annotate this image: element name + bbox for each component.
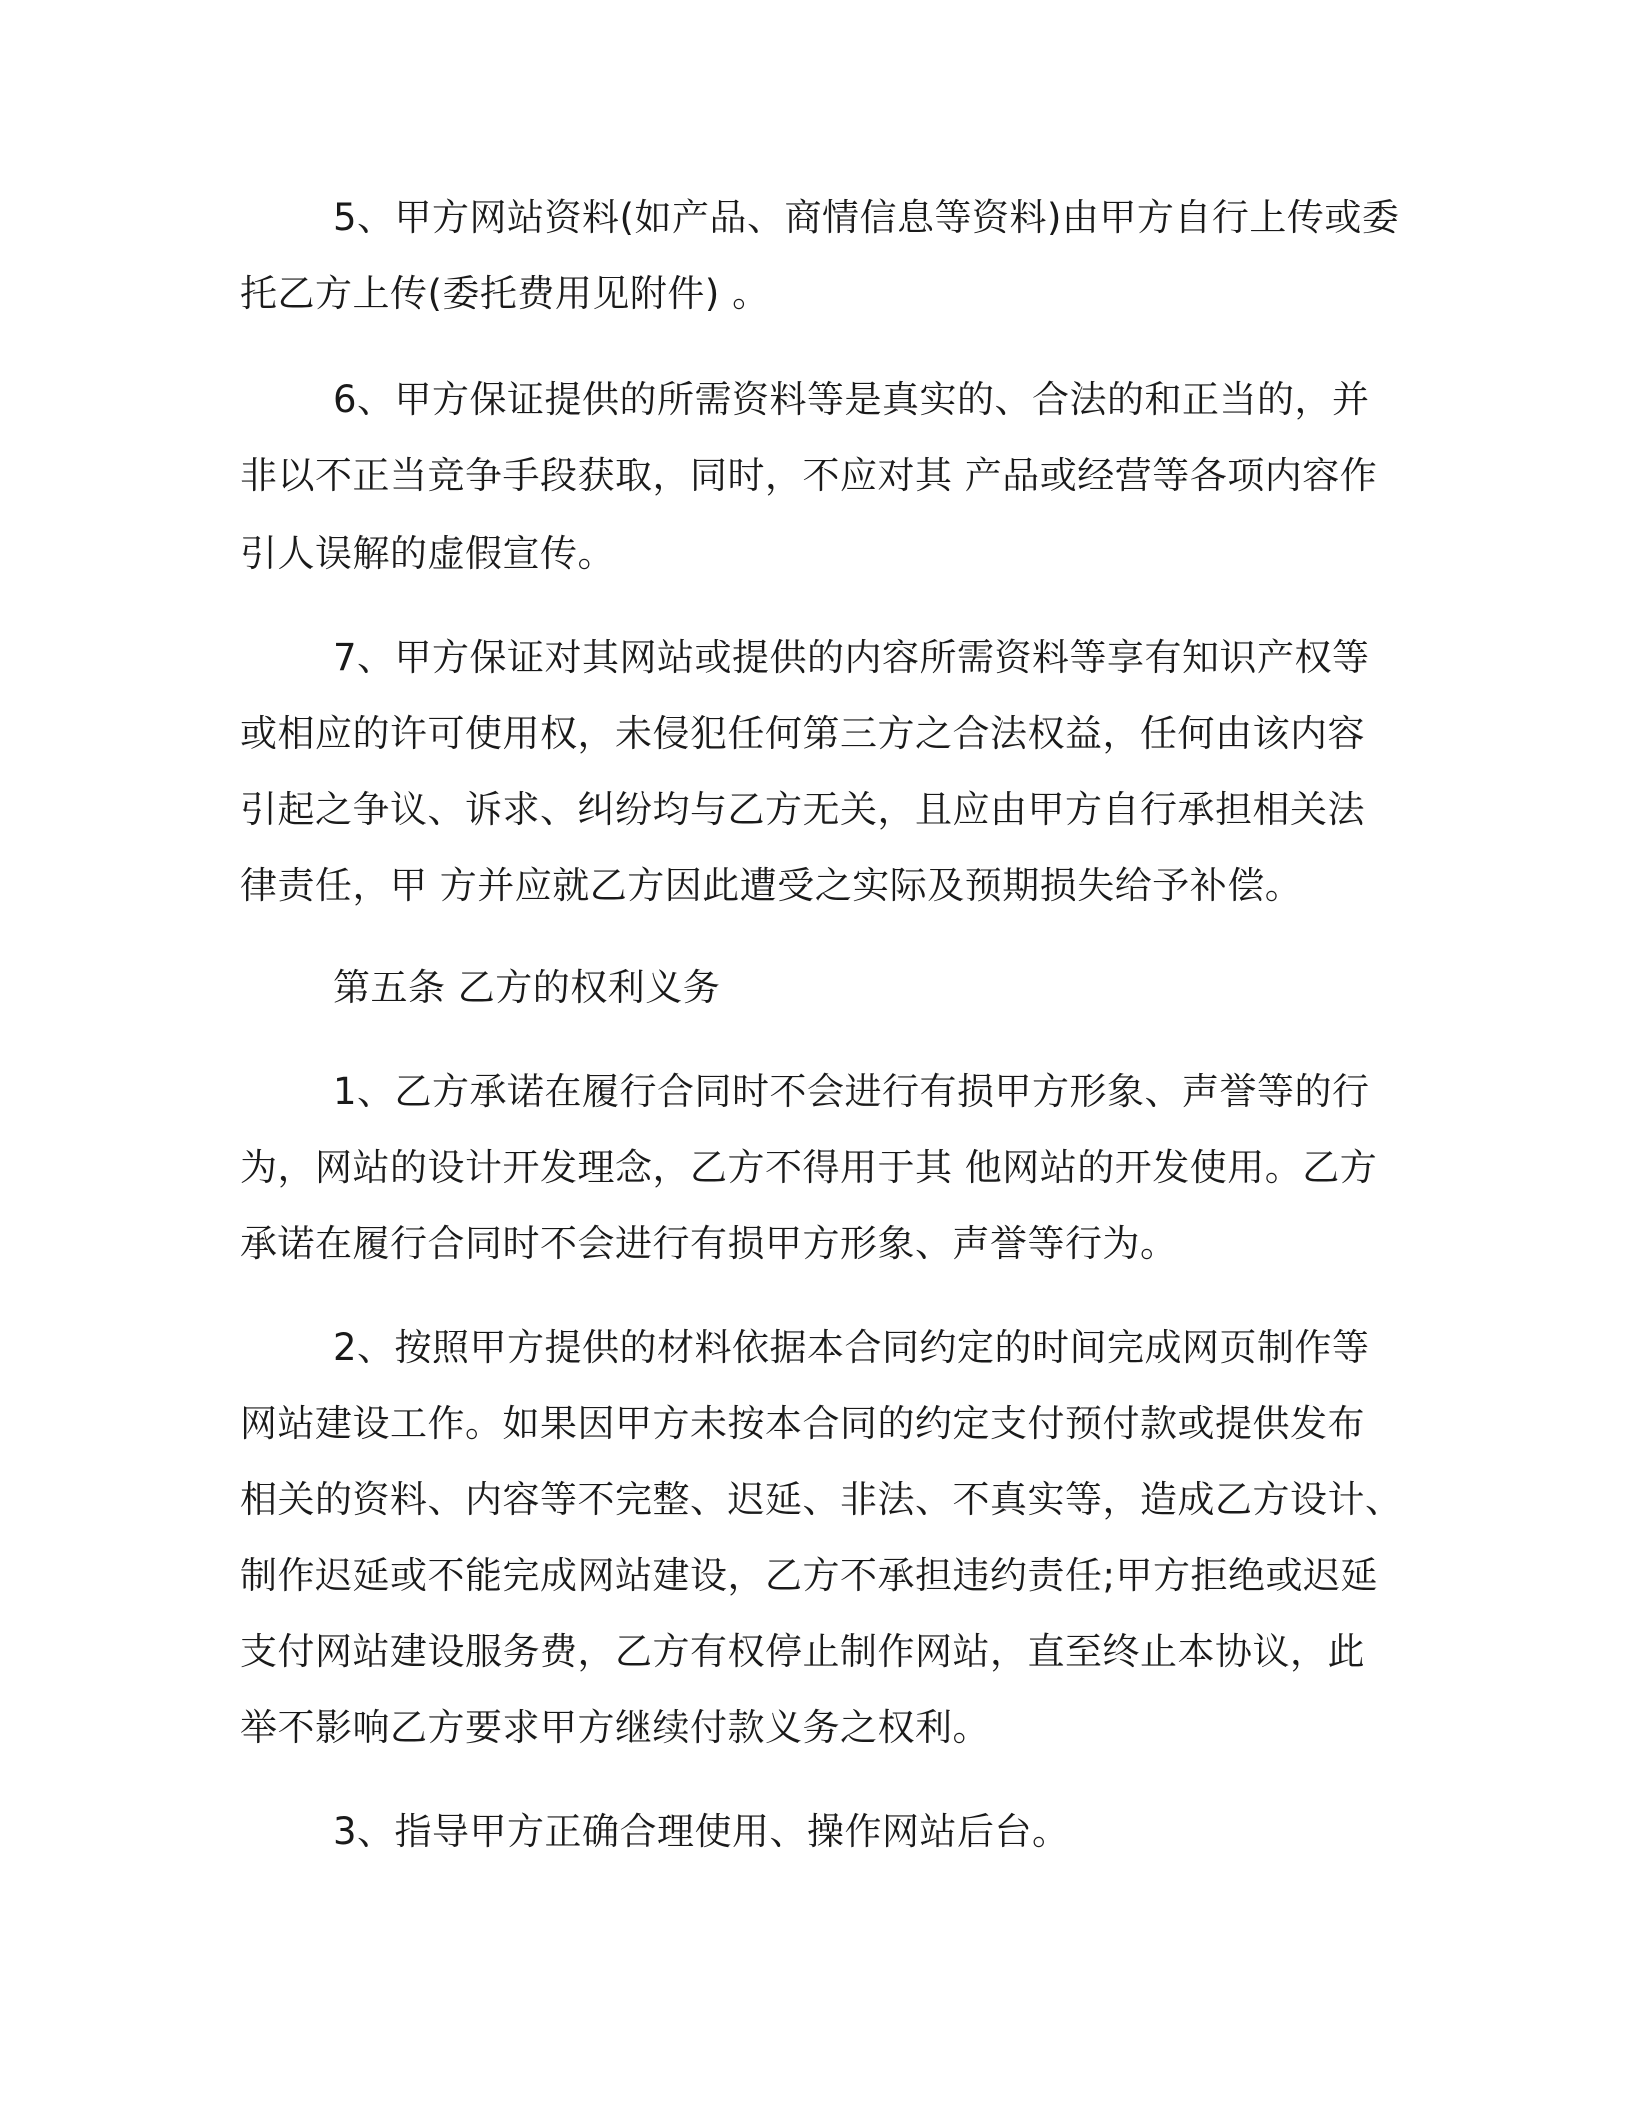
- text-line: 引起之争议、诉求、纠纷均与乙方无关，且应由甲方自行承担相关法: [240, 788, 1365, 831]
- text-line: 6、甲方保证提供的所需资料等是真实的、合法的和正当的，并: [333, 378, 1370, 421]
- text-line: 网站建设工作。如果因甲方未按本合同的约定支付预付款或提供发布: [240, 1402, 1365, 1445]
- text-line: 1、乙方承诺在履行合同时不会进行有损甲方形象、声誉等的行: [333, 1070, 1370, 1113]
- text-line: 托乙方上传(委托费用见附件) 。: [240, 272, 770, 315]
- text-line: 为，网站的设计开发理念，乙方不得用于其 他网站的开发使用。乙方: [240, 1146, 1378, 1189]
- text-line: 5、甲方网站资料(如产品、商情信息等资料)由甲方自行上传或委: [333, 196, 1400, 239]
- text-line: 举不影响乙方要求甲方继续付款义务之权利。: [240, 1706, 990, 1749]
- text-line: 3、指导甲方正确合理使用、操作网站后台。: [333, 1810, 1070, 1853]
- text-line: 相关的资料、内容等不完整、迟延、非法、不真实等，造成乙方设计、: [240, 1478, 1403, 1521]
- text-line: 非以不正当竞争手段获取，同时，不应对其 产品或经营等各项内容作: [240, 454, 1378, 497]
- text-line: 承诺在履行合同时不会进行有损甲方形象、声誉等行为。: [240, 1222, 1178, 1265]
- text-line: 或相应的许可使用权，未侵犯任何第三方之合法权益，任何由该内容: [240, 712, 1365, 755]
- text-line: 律责任，甲 方并应就乙方因此遭受之实际及预期损失给予补偿。: [240, 864, 1303, 907]
- text-line: 支付网站建设服务费，乙方有权停止制作网站，直至终止本协议，此: [240, 1630, 1365, 1673]
- text-line: 2、按照甲方提供的材料依据本合同约定的时间完成网页制作等: [333, 1326, 1370, 1369]
- text-line: 引人误解的虚假宣传。: [240, 532, 615, 575]
- text-line: 制作迟延或不能完成网站建设，乙方不承担违约责任;甲方拒绝或迟延: [240, 1554, 1378, 1597]
- heading-text: 第五条 乙方的权利义务: [333, 966, 721, 1009]
- text-line: 7、甲方保证对其网站或提供的内容所需资料等享有知识产权等: [333, 636, 1370, 679]
